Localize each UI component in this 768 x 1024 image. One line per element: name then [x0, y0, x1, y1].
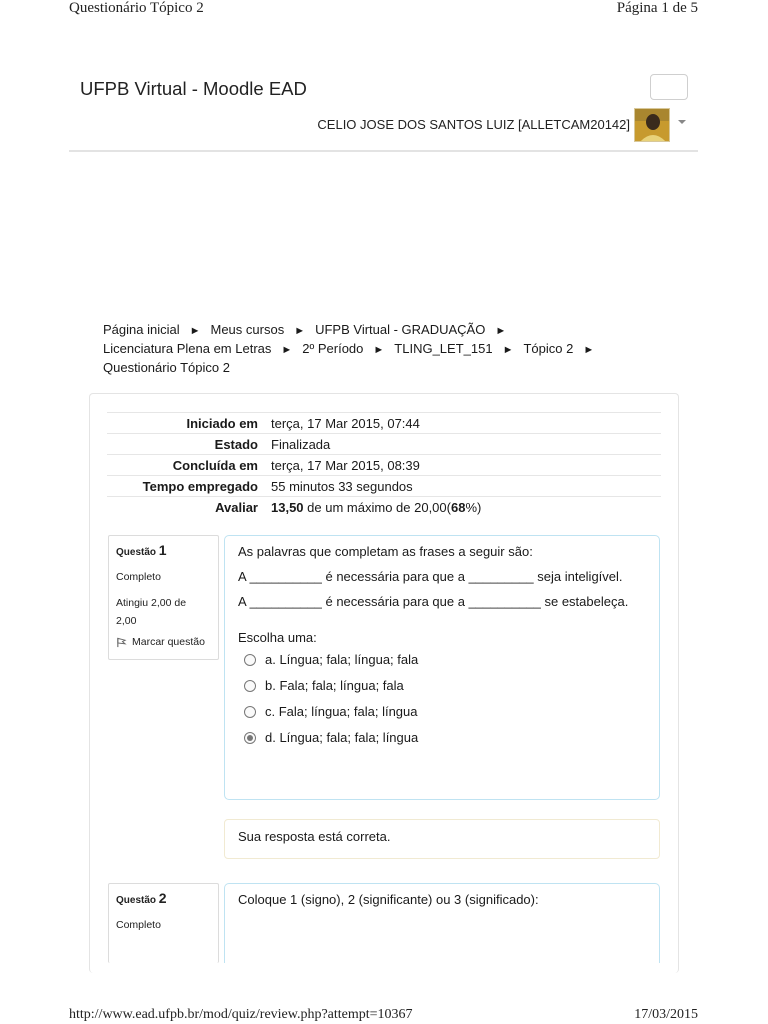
- answer-option-label: d. Língua; fala; fala; língua: [265, 730, 419, 745]
- summary-row-grade: [107, 496, 661, 517]
- question-number: 2: [158, 890, 167, 906]
- completed-label: Concluída em: [172, 458, 258, 473]
- print-header-page-number: Página 1 de 5: [616, 0, 698, 16]
- grade-score: 13,50: [271, 500, 304, 515]
- nav-toggle-button[interactable]: [650, 74, 688, 100]
- breadcrumb: [103, 321, 643, 377]
- breadcrumb-separator-icon: ►: [294, 325, 306, 337]
- print-footer-date: 17/03/2015: [634, 1007, 698, 1022]
- state-label: Estado: [214, 437, 258, 452]
- breadcrumb-separator-icon: ►: [373, 344, 385, 356]
- grade-value: [271, 500, 481, 515]
- question-1-info: [108, 535, 219, 660]
- question-2-prompt: Coloque 1 (signo), 2 (significante) ou 3 (significado):: [238, 892, 539, 907]
- radio-button[interactable]: [244, 654, 256, 666]
- flag-icon: [116, 637, 127, 648]
- question-2-content: [224, 883, 660, 963]
- breadcrumb-separator-icon: ►: [495, 325, 507, 337]
- summary-row-state: [107, 433, 661, 454]
- answer-options: [238, 651, 646, 755]
- radio-button-checked[interactable]: [244, 732, 256, 744]
- question-1-sentence-2: A __________ é necessária para que a __________ se estabeleça.: [238, 594, 629, 609]
- question-1-feedback: Sua resposta está correta.: [224, 819, 660, 859]
- question-number: 1: [158, 542, 167, 558]
- question-label: Questão: [116, 895, 157, 906]
- site-header: [69, 62, 698, 152]
- answer-option-c[interactable]: [238, 703, 646, 729]
- breadcrumb-separator-icon: ►: [583, 344, 595, 356]
- answer-option-label: a. Língua; fala; língua; fala: [265, 652, 419, 667]
- chevron-down-icon[interactable]: [678, 120, 686, 124]
- completed-value: terça, 17 Mar 2015, 08:39: [271, 458, 420, 473]
- grade-label: Avaliar: [215, 500, 258, 515]
- answer-option-a[interactable]: [238, 651, 646, 677]
- breadcrumb-my-courses[interactable]: Meus cursos: [210, 322, 285, 337]
- breadcrumb-course-code[interactable]: TLING_LET_151: [394, 341, 493, 356]
- grade-percent-suffix: %): [465, 500, 482, 515]
- question-1-mark: Atingiu 2,00 de 2,00: [116, 597, 187, 627]
- flag-question-button[interactable]: [116, 636, 211, 648]
- breadcrumb-home[interactable]: Página inicial: [103, 322, 180, 337]
- grade-percent: 68: [450, 500, 466, 515]
- question-1-sentence-1: A __________ é necessária para que a _________ seja inteligível.: [238, 569, 623, 584]
- summary-row-started: [107, 412, 661, 433]
- summary-row-completed: [107, 454, 661, 475]
- avatar[interactable]: [634, 108, 670, 142]
- breadcrumb-course-program[interactable]: Licenciatura Plena em Letras: [103, 341, 272, 356]
- print-header: [69, 0, 698, 20]
- time-taken-label: Tempo empregado: [142, 479, 258, 494]
- started-value: terça, 17 Mar 2015, 07:44: [271, 416, 420, 431]
- answer-option-label: b. Fala; fala; língua; fala: [265, 678, 404, 693]
- grade-max-text: de um máximo de 20,00(: [307, 500, 451, 515]
- breadcrumb-graduation[interactable]: UFPB Virtual - GRADUAÇÃO: [315, 322, 486, 337]
- choose-one-label: Escolha uma:: [238, 630, 317, 645]
- question-1-content: [224, 535, 660, 800]
- print-footer-url: http://www.ead.ufpb.br/mod/quiz/review.php?attempt=10367: [69, 1007, 413, 1022]
- flag-question-label: Marcar questão: [132, 636, 205, 648]
- print-header-title: Questionário Tópico 2: [69, 0, 204, 16]
- answer-option-b[interactable]: [238, 677, 646, 703]
- breadcrumb-period[interactable]: 2º Período: [302, 341, 364, 356]
- summary-row-time: [107, 475, 661, 496]
- question-2-info: [108, 883, 219, 963]
- breadcrumb-separator-icon: ►: [281, 344, 293, 356]
- started-label: Iniciado em: [186, 416, 258, 431]
- question-2-number: [116, 890, 211, 906]
- site-title[interactable]: UFPB Virtual - Moodle EAD: [80, 78, 307, 99]
- breadcrumb-separator-icon: ►: [189, 325, 201, 337]
- state-value: Finalizada: [271, 437, 331, 452]
- attempt-summary-table: [107, 412, 661, 517]
- question-2-status: Completo: [116, 919, 161, 931]
- question-1-status: Completo: [116, 571, 161, 583]
- print-footer: [69, 1007, 698, 1024]
- time-taken-value: 55 minutos 33 segundos: [271, 479, 413, 494]
- question-label: Questão: [116, 547, 157, 558]
- radio-button[interactable]: [244, 680, 256, 692]
- user-name[interactable]: CELIO JOSE DOS SANTOS LUIZ [ALLETCAM20142]: [317, 117, 630, 132]
- breadcrumb-quiz[interactable]: Questionário Tópico 2: [103, 360, 230, 375]
- breadcrumb-separator-icon: ►: [502, 344, 514, 356]
- question-1-prompt: As palavras que completam as frases a seguir são:: [238, 544, 533, 559]
- question-1-number: [116, 542, 211, 558]
- radio-button[interactable]: [244, 706, 256, 718]
- breadcrumb-topic[interactable]: Tópico 2: [523, 341, 574, 356]
- answer-option-d[interactable]: [238, 729, 646, 755]
- answer-option-label: c. Fala; língua; fala; língua: [265, 704, 418, 719]
